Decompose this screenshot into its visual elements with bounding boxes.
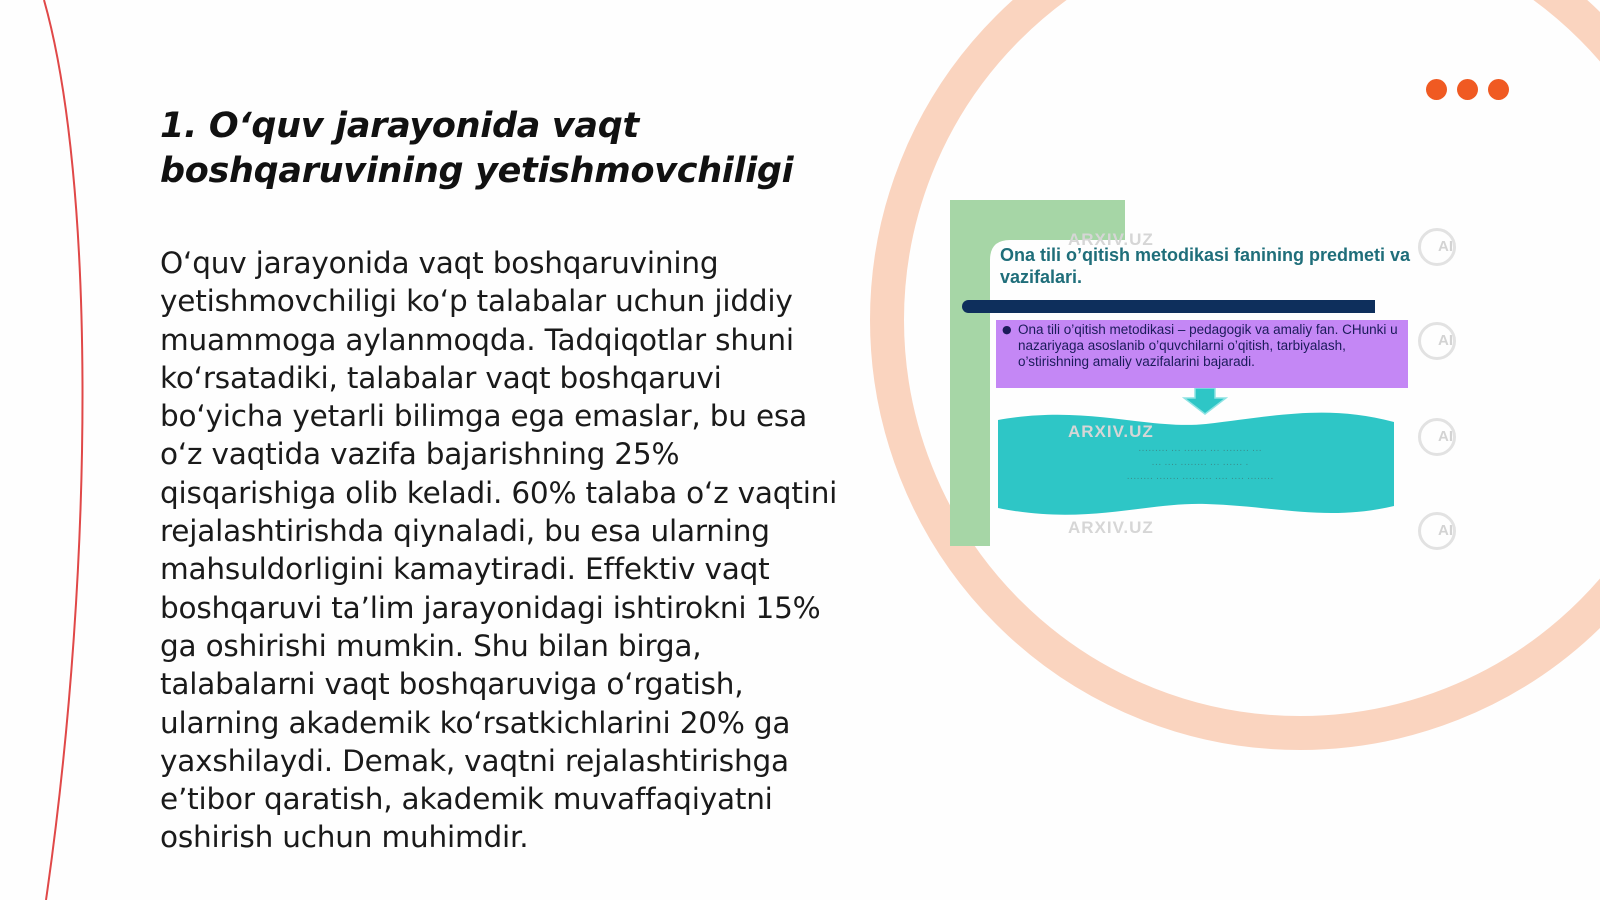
slide-body-text: O‘quv jarayonida vaqt boshqaruvining yetishmovchiligi ko‘p talabalar uchun jiddiy muammoga aylanmoqda. Tadqiqotlar shuni ko‘rsatadiki, talabalar vaqt boshqaruvi bo‘yicha yetarli bilimga ega emaslar, bu esa o‘z vaqtida vazifa bajarishning 25% qisqarishiga olib keladi. 60% talaba o‘z vaqtini rejalashtirishda qiynaladi, bu esa ularning mahsuldorligini kamaytiradi. Effektiv vaqt boshqaruvi ta’lim jarayonidagi ishtirokni 15% ga oshirishi mumkin. Shu bilan birga, talabalarni vaqt boshqaruviga o‘rgatish, ularning akademik ko‘rsatkichlarini 20% ga yaxshilaydi. Demak, vaqtni rejalashtirishga e’tibor qaratish, akademik muvaffaqiyatni oshirish uchun muhimdir. bbox=[160, 246, 838, 855]
dot-1 bbox=[1426, 79, 1447, 100]
embedded-navy-bar bbox=[962, 300, 1375, 313]
dot-2 bbox=[1457, 79, 1478, 100]
bullet-icon: ● bbox=[1002, 323, 1012, 336]
slide-title: 1. O‘quv jarayonida vaqt boshqaruvining yetishmovchiligi bbox=[160, 106, 794, 191]
watermark-ring-2: AI bbox=[1418, 322, 1456, 360]
embedded-heading: Ona tili o’qitish metodikasi fanining predmeti va vazifalari. bbox=[1000, 245, 1411, 287]
watermark-2: ARXIV.UZ bbox=[1068, 422, 1154, 441]
embedded-purple-box bbox=[996, 320, 1408, 388]
embedded-faded-text: ········· ··· ······· ··· ········ ··· ··· ···· ········ ··· ······ · ········ ······· ········· ···· ···· ········ bbox=[1126, 445, 1274, 484]
dot-3 bbox=[1488, 79, 1509, 100]
dots-decoration-icon bbox=[1426, 79, 1509, 100]
embedded-slide-image bbox=[950, 200, 1458, 546]
watermark-1: ARXIV.UZ bbox=[1068, 230, 1154, 249]
embedded-green-bar bbox=[950, 200, 990, 546]
watermark-ring-3: AI bbox=[1418, 418, 1456, 456]
left-curve-line bbox=[44, 0, 83, 900]
watermark-3: ARXIV.UZ bbox=[1068, 518, 1154, 537]
embedded-bullet-text: Ona tili o’qitish metodikasi – pedagogik va amaliy fan. CHunki u nazariyaga asoslanib o’quvchilarni o’qitish, tarbiyalash, o’stirishning amaliy vazifalarini bajaradi. bbox=[1018, 322, 1398, 369]
watermark-ring-4: AI bbox=[1418, 512, 1456, 550]
watermark-ring-1: AI bbox=[1418, 228, 1456, 266]
